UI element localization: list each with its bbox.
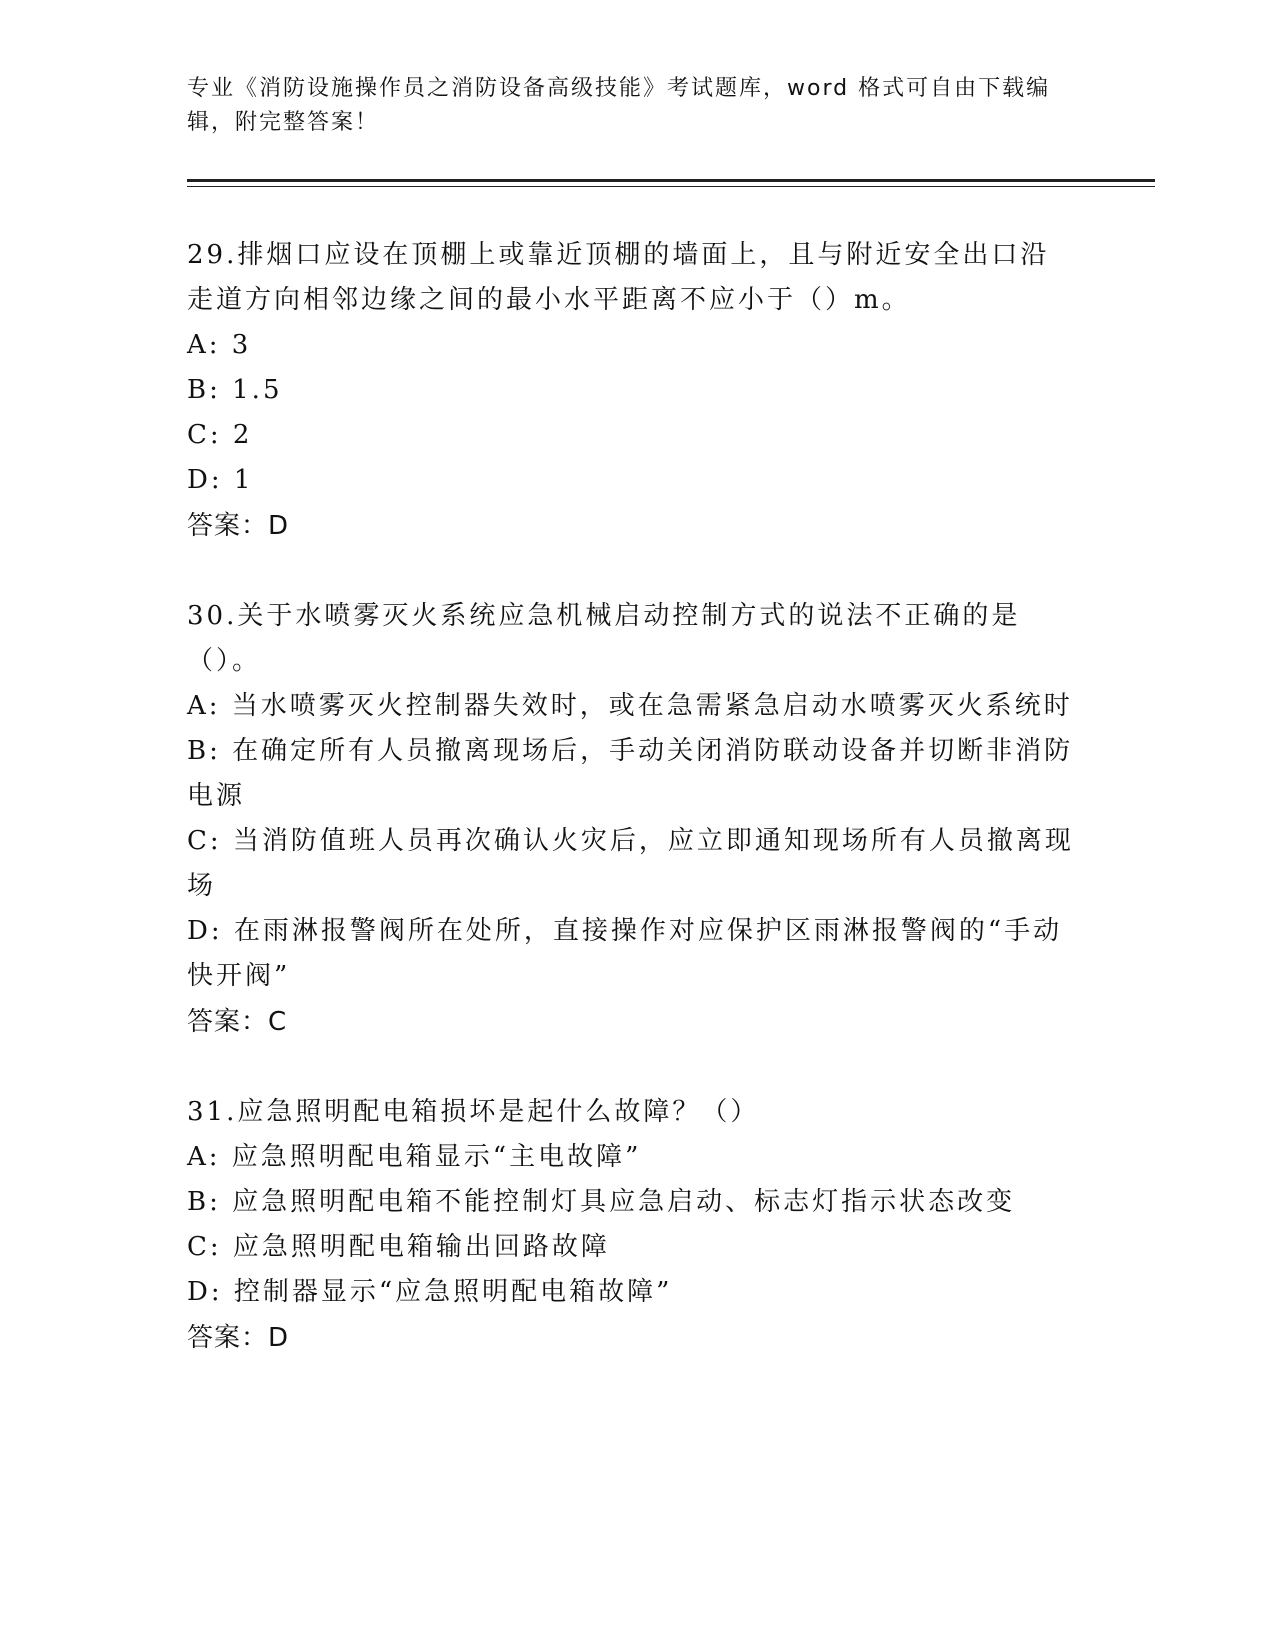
option-b: B: 1.5 <box>187 375 283 405</box>
document-header: 专业《消防设施操作员之消防设备高级技能》考试题库，word 格式可自由下载编辑，附完整答案！ <box>187 76 1051 135</box>
question-list <box>187 233 1077 1406</box>
option-c: C: 当消防值班人员再次确认火灾后，应立即通知现场所有人员撤离现场 <box>187 826 1074 901</box>
answer-line: 答案：D <box>187 511 290 541</box>
header-divider-thick <box>187 179 1155 182</box>
option-a: A: 当水喷雾灭火控制器失效时，或在急需紧急启动水喷雾灭火系统时 <box>187 691 1073 721</box>
option-d: D: 在雨淋报警阀所在处所，直接操作对应保护区雨淋报警阀的“手动快开阀” <box>187 916 1063 991</box>
question-31 <box>187 1090 1077 1361</box>
option-c: C: 2 <box>187 420 253 450</box>
question-29 <box>187 233 1077 549</box>
option-b: B: 在确定所有人员撤离现场后，手动关闭消防联动设备并切断非消防电源 <box>187 736 1074 811</box>
option-d: D: 控制器显示“应急照明配电箱故障” <box>187 1277 673 1307</box>
answer-line: 答案：C <box>187 1007 288 1037</box>
option-d: D: 1 <box>187 465 254 495</box>
question-stem: 30.关于水喷雾灭火系统应急机械启动控制方式的说法不正确的是（）。 <box>187 601 1021 676</box>
option-b: B: 应急照明配电箱不能控制灯具应急启动、标志灯指示状态改变 <box>187 1187 1016 1217</box>
question-stem: 29.排烟口应设在顶棚上或靠近顶棚的墙面上，且与附近安全出口沿走道方向相邻边缘之间的最小水平距离不应小于（）m。 <box>187 240 1050 315</box>
header-divider-thin <box>187 186 1155 187</box>
option-a: A: 应急照明配电箱显示“主电故障” <box>187 1142 642 1172</box>
question-30 <box>187 594 1077 1045</box>
option-c: C: 应急照明配电箱输出回路故障 <box>187 1232 610 1262</box>
answer-line: 答案：D <box>187 1323 290 1353</box>
option-a: A: 3 <box>187 330 252 360</box>
question-stem: 31.应急照明配电箱损坏是起什么故障？（） <box>187 1097 760 1127</box>
